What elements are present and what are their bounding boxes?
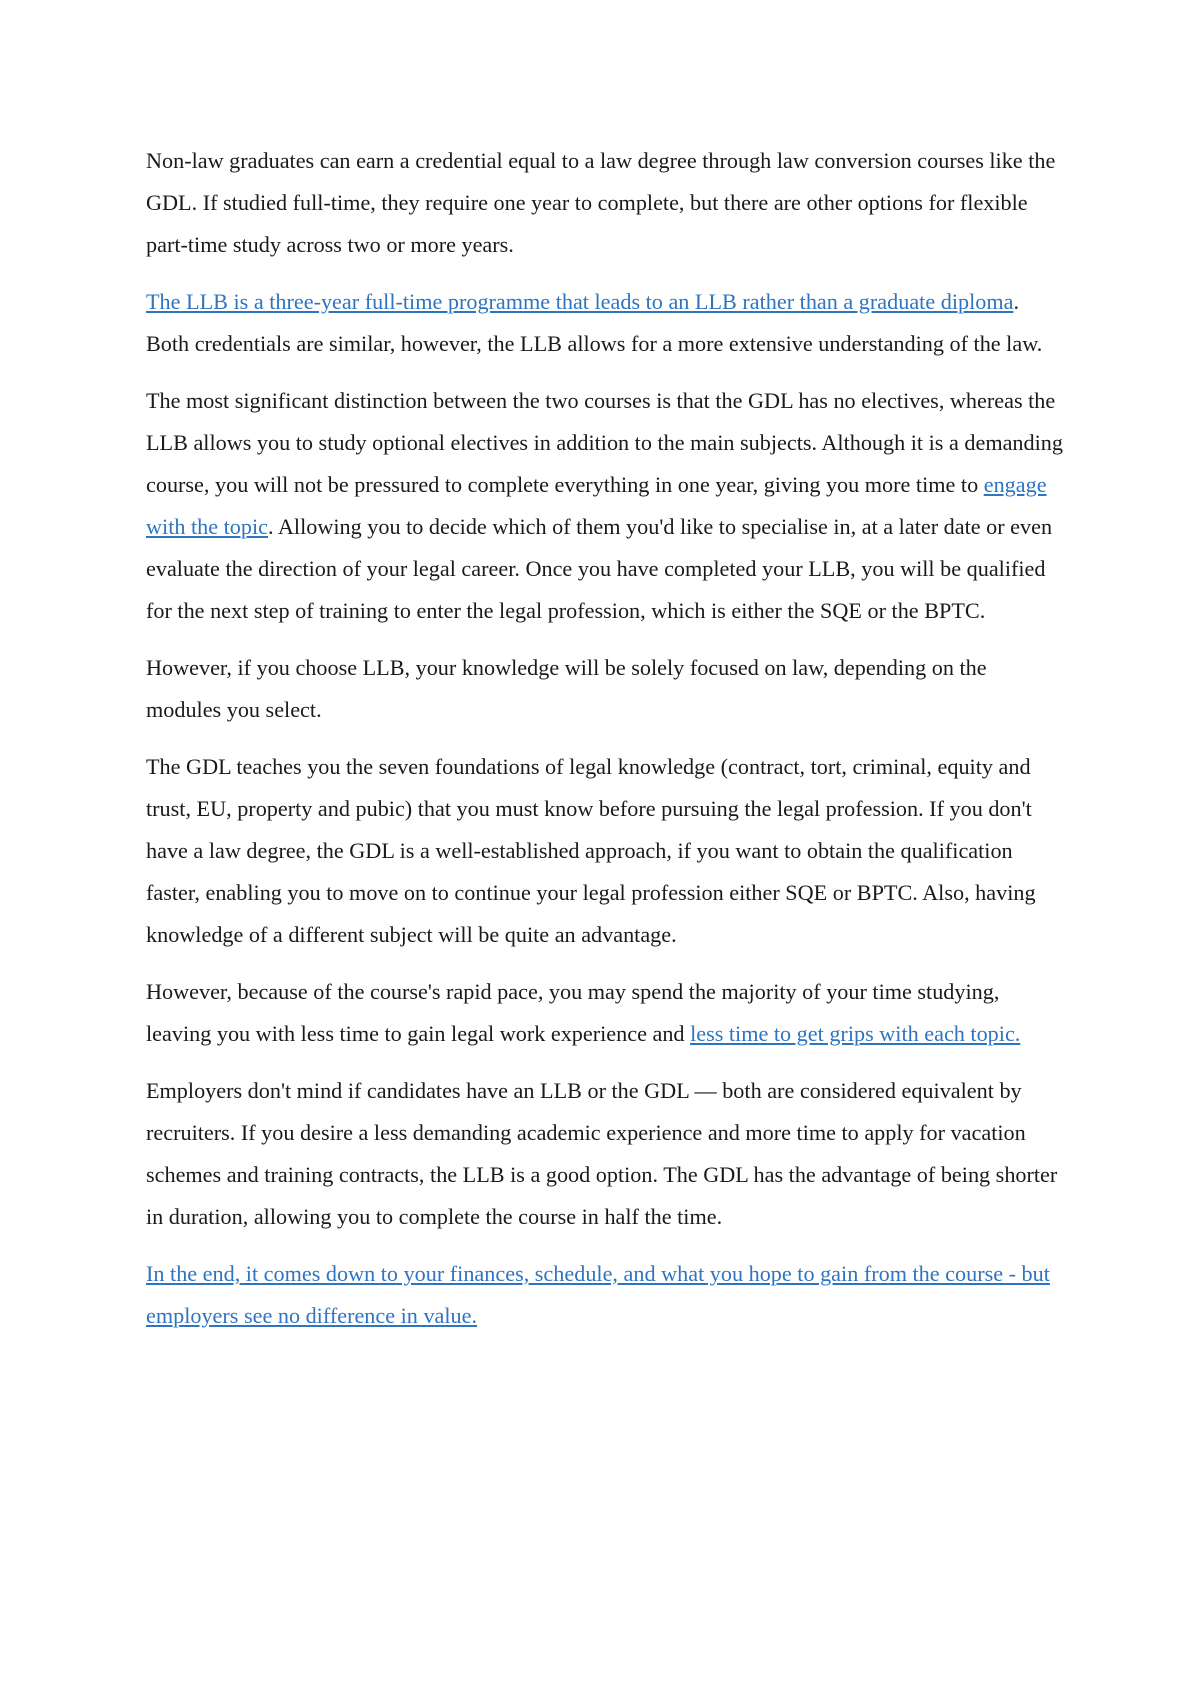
conclusion-link[interactable]: In the end, it comes down to your finances, schedule, and what you hope to gain from the course - but employers see no difference in value. — [146, 1261, 1050, 1328]
paragraph-text: Employers don't mind if candidates have an LLB or the GDL — both are considered equivalent by recruiters. If you desire a less demanding academic experience and more time to apply for vacation schemes and training contracts, the LLB is a good option. The GDL has the advantage of being shorter in duration, allowing you to complete the course in half the time. — [146, 1078, 1058, 1229]
paragraph-text: However, if you choose LLB, your knowledge will be solely focused on law, depending on the modules you select. — [146, 655, 987, 722]
paragraph-distinction — [146, 380, 1066, 632]
paragraph-llb-focus — [146, 647, 1066, 731]
paragraph-text: . Both credentials are similar, however, the LLB allows for a more extensive understanding of the law. — [146, 289, 1043, 356]
paragraph-llb-overview — [146, 281, 1066, 365]
paragraph-text: . Allowing you to decide which of them you'd like to specialise in, at a later date or even evaluate the direction of your legal career. Once you have completed your LLB, you will be qualified for the next step of training to enter the legal profession, which is either the SQE or the BPTC. — [146, 514, 1053, 623]
paragraph-text: The GDL teaches you the seven foundations of legal knowledge (contract, tort, criminal, equity and trust, EU, property and pubic) that you must know before pursuing the legal profession. If you don't have a law degree, the GDL is a well-established approach, if you want to obtain the qualification faster, enabling you to move on to continue your legal profession either SQE or BPTC. Also, having knowledge of a different subject will be quite an advantage. — [146, 754, 1036, 947]
document-body — [146, 140, 1066, 1352]
paragraph-employers — [146, 1070, 1066, 1238]
paragraph-gdl-intro — [146, 140, 1066, 266]
paragraph-text: Non-law graduates can earn a credential equal to a law degree through law conversion courses like the GDL. If studied full-time, they require one year to complete, but there are other options for flexible part-time study across two or more years. — [146, 148, 1056, 257]
engage-with-topic-link[interactable]: engage with the topic — [146, 472, 1047, 539]
less-time-link[interactable]: less time to get grips with each topic. — [690, 1021, 1021, 1046]
paragraph-gdl-pace — [146, 971, 1066, 1055]
llb-programme-link[interactable]: The LLB is a three-year full-time programme that leads to an LLB rather than a graduate diploma — [146, 289, 1014, 314]
paragraph-text: The most significant distinction between the two courses is that the GDL has no electives, whereas the LLB allows you to study optional electives in addition to the main subjects. Although it is a demanding course, you will not be pressured to complete everything in one year, giving you more time to — [146, 388, 1063, 497]
paragraph-conclusion — [146, 1253, 1066, 1337]
paragraph-gdl-foundations — [146, 746, 1066, 956]
paragraph-text: However, because of the course's rapid pace, you may spend the majority of your time studying, leaving you with less time to gain legal work experience and — [146, 979, 1000, 1046]
